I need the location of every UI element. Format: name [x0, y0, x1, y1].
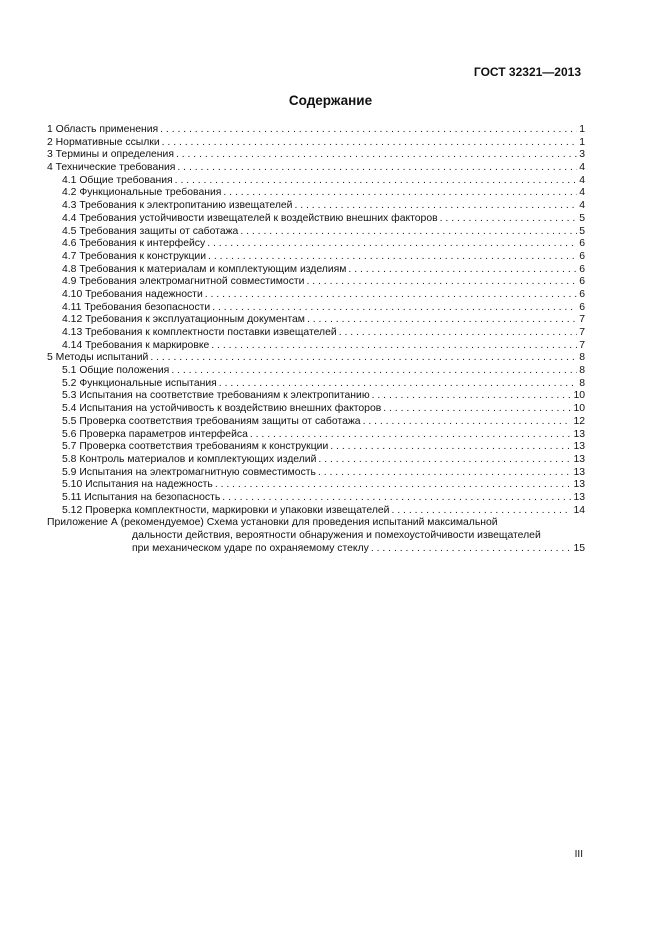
toc-entry-label: 5.10 Испытания на надежность: [62, 479, 213, 491]
appendix-page: 15: [573, 542, 585, 554]
toc-entry[interactable]: [47, 403, 585, 416]
leader-dots: [339, 327, 578, 340]
toc-entry[interactable]: [47, 352, 585, 365]
toc-entry-page: 12: [573, 415, 585, 427]
leader-dots: [392, 505, 572, 518]
leader-dots: [330, 441, 571, 454]
toc-entry[interactable]: [47, 416, 585, 429]
leader-dots: [240, 226, 577, 239]
toc-entry[interactable]: [47, 467, 585, 480]
toc-appendix-entry[interactable]: [47, 517, 585, 555]
toc-entry[interactable]: [47, 365, 585, 378]
toc-entry-page: 6: [579, 301, 585, 313]
toc-entry-page: 13: [573, 491, 585, 503]
leader-dots: [318, 454, 571, 467]
leader-dots: [223, 187, 577, 200]
toc-entry-label: 1 Область применения: [47, 124, 159, 135]
leader-dots: [208, 251, 577, 264]
toc-entry-label: 4.5 Требования защиты от саботажа: [62, 225, 239, 237]
leader-dots: [371, 543, 572, 556]
toc-entry-page: 5: [579, 212, 585, 224]
leader-dots: [383, 403, 571, 416]
toc-entry-page: 7: [579, 327, 585, 338]
toc-entry-page: 3: [579, 149, 585, 161]
toc-entry-label: 4.9 Требования электромагнитной совместимости: [62, 276, 305, 288]
toc-entry-page: 10: [573, 390, 585, 402]
toc-entry-page: 13: [573, 428, 585, 440]
toc-entry-label: 5.6 Проверка параметров интерфейса: [62, 428, 248, 440]
leader-dots: [306, 276, 577, 289]
toc-entry-label: 5.12 Проверка комплектности, маркировки и упаковки извещателей: [62, 504, 390, 516]
leader-dots: [205, 289, 577, 302]
leader-dots: [250, 429, 572, 442]
toc-entries: [47, 124, 585, 517]
toc-entry-page: 6: [579, 250, 585, 262]
toc-entry-page: 6: [579, 238, 585, 250]
appendix-line-3: [47, 543, 585, 556]
toc-entry[interactable]: [47, 162, 585, 175]
toc-entry-label: 4.7 Требования к конструкции: [62, 250, 207, 262]
toc-entry-label: 4.8 Требования к материалам и комплектующим изделиям: [62, 263, 347, 275]
leader-dots: [372, 390, 572, 403]
toc-entry-page: 8: [579, 377, 585, 389]
leader-dots: [176, 149, 577, 162]
toc-entry-label: 3 Термины и определения: [47, 149, 174, 161]
toc-entry[interactable]: [47, 327, 585, 340]
toc-entry[interactable]: [47, 175, 585, 188]
toc-entry[interactable]: [47, 226, 585, 239]
toc-entry-label: 4 Технические требования: [47, 162, 176, 174]
appendix-line-2: дальности действия, вероятности обнаружения и помехоустойчивости извещателей: [132, 530, 541, 541]
toc-entry-page: 13: [573, 441, 585, 453]
toc-title: Содержание: [288, 93, 373, 108]
toc-entry-label: 4.10 Требования надежности: [62, 288, 203, 300]
toc-entry-label: 4.12 Требования к эксплуатационным документам: [62, 314, 305, 326]
appendix-line-1: Приложение А (рекомендуемое) Схема установки для проведения испытаний максимальной: [47, 517, 498, 529]
toc-entry[interactable]: [47, 200, 585, 213]
appendix-line-3-text: при механическом ударе по охраняемому стеклу: [132, 542, 369, 554]
toc-entry[interactable]: [47, 378, 585, 391]
leader-dots: [160, 124, 577, 137]
toc-entry-page: 1: [579, 124, 585, 135]
toc-entry-label: 5.3 Испытания на соответствие требованиям к электропитанию: [62, 390, 370, 402]
toc-entry-page: 5: [579, 225, 585, 237]
leader-dots: [222, 492, 571, 505]
toc-entry[interactable]: [47, 429, 585, 442]
toc-entry-label: 4.13 Требования к комплектности поставки извещателей: [62, 327, 337, 338]
leader-dots: [440, 213, 578, 226]
toc-entry[interactable]: [47, 390, 585, 403]
toc-entry[interactable]: [47, 340, 585, 353]
toc-entry[interactable]: [47, 505, 585, 518]
toc-entry-label: 4.2 Функциональные требования: [62, 187, 222, 199]
toc-entry-page: 13: [573, 479, 585, 491]
toc-entry[interactable]: [47, 492, 585, 505]
toc-entry[interactable]: [47, 238, 585, 251]
toc-entry-page: 6: [579, 263, 585, 275]
toc-entry-label: 4.4 Требования устойчивости извещателей к воздействию внешних факторов: [62, 212, 438, 224]
leader-dots: [294, 200, 577, 213]
leader-dots: [177, 162, 577, 175]
toc-entry[interactable]: [47, 264, 585, 277]
toc-entry-label: 5.7 Проверка соответствия требованиям к конструкции: [62, 441, 329, 453]
toc-entry-page: 1: [579, 136, 585, 148]
toc-entry[interactable]: [47, 137, 585, 150]
toc-entry[interactable]: [47, 213, 585, 226]
toc-entry-page: 13: [573, 453, 585, 465]
leader-dots: [175, 175, 578, 188]
leader-dots: [348, 264, 577, 277]
leader-dots: [307, 314, 577, 327]
toc-entry[interactable]: [47, 124, 585, 137]
leader-dots: [219, 378, 577, 391]
toc-entry[interactable]: [47, 479, 585, 492]
toc-entry-page: 13: [573, 466, 585, 478]
toc-entry-label: 5.8 Контроль материалов и комплектующих изделий: [62, 453, 317, 465]
toc-entry-page: 6: [579, 276, 585, 288]
toc-entry[interactable]: [47, 187, 585, 200]
toc-entry[interactable]: [47, 454, 585, 467]
leader-dots: [162, 137, 578, 150]
toc-entry-label: 4.14 Требования к маркировке: [62, 339, 210, 351]
toc-entry-label: 5 Методы испытаний: [47, 352, 149, 364]
toc-entry-label: 2 Нормативные ссылки: [47, 136, 160, 148]
toc-entry-page: 10: [573, 403, 585, 415]
toc-entry-label: 5.2 Функциональные испытания: [62, 377, 217, 389]
toc-entry-label: 5.9 Испытания на электромагнитную совместимость: [62, 466, 316, 478]
toc-entry-page: 7: [579, 314, 585, 326]
leader-dots: [363, 416, 572, 429]
toc-entry-label: 4.1 Общие требования: [62, 174, 173, 186]
leader-dots: [211, 340, 577, 353]
leader-dots: [171, 365, 577, 378]
toc-entry-label: 4.6 Требования к интерфейсу: [62, 238, 206, 250]
standard-code: ГОСТ 32321—2013: [473, 65, 581, 79]
leader-dots: [207, 238, 577, 251]
leader-dots: [212, 302, 577, 315]
toc-entry[interactable]: [47, 149, 585, 162]
table-of-contents: [47, 124, 585, 555]
toc-entry[interactable]: [47, 251, 585, 264]
toc-entry[interactable]: [47, 276, 585, 289]
toc-entry-page: 4: [579, 187, 585, 199]
toc-entry-label: 4.11 Требования безопасности: [62, 301, 211, 313]
toc-entry-label: 5.5 Проверка соответствия требованиям защиты от саботажа: [62, 415, 361, 427]
leader-dots: [150, 352, 577, 365]
toc-entry-page: 6: [579, 288, 585, 300]
leader-dots: [318, 467, 571, 480]
toc-entry[interactable]: [47, 289, 585, 302]
toc-entry-label: 5.1 Общие положения: [62, 365, 170, 377]
toc-entry-page: 7: [579, 339, 585, 351]
page-number: III: [574, 849, 583, 860]
toc-entry-label: 5.4 Испытания на устойчивость к воздействию внешних факторов: [62, 403, 382, 415]
toc-entry[interactable]: [47, 441, 585, 454]
leader-dots: [215, 479, 572, 492]
toc-entry-page: 4: [579, 200, 585, 212]
toc-entry[interactable]: [47, 302, 585, 315]
toc-entry-label: 4.3 Требования к электропитанию извещателей: [62, 200, 293, 212]
toc-entry-label: 5.11 Испытания на безопасность: [62, 491, 221, 503]
toc-entry-page: 14: [573, 504, 585, 516]
toc-entry[interactable]: [47, 314, 585, 327]
toc-entry-page: 4: [579, 174, 585, 186]
toc-entry-page: 8: [579, 365, 585, 377]
toc-entry-page: 4: [579, 162, 585, 174]
toc-entry-page: 8: [579, 352, 585, 364]
